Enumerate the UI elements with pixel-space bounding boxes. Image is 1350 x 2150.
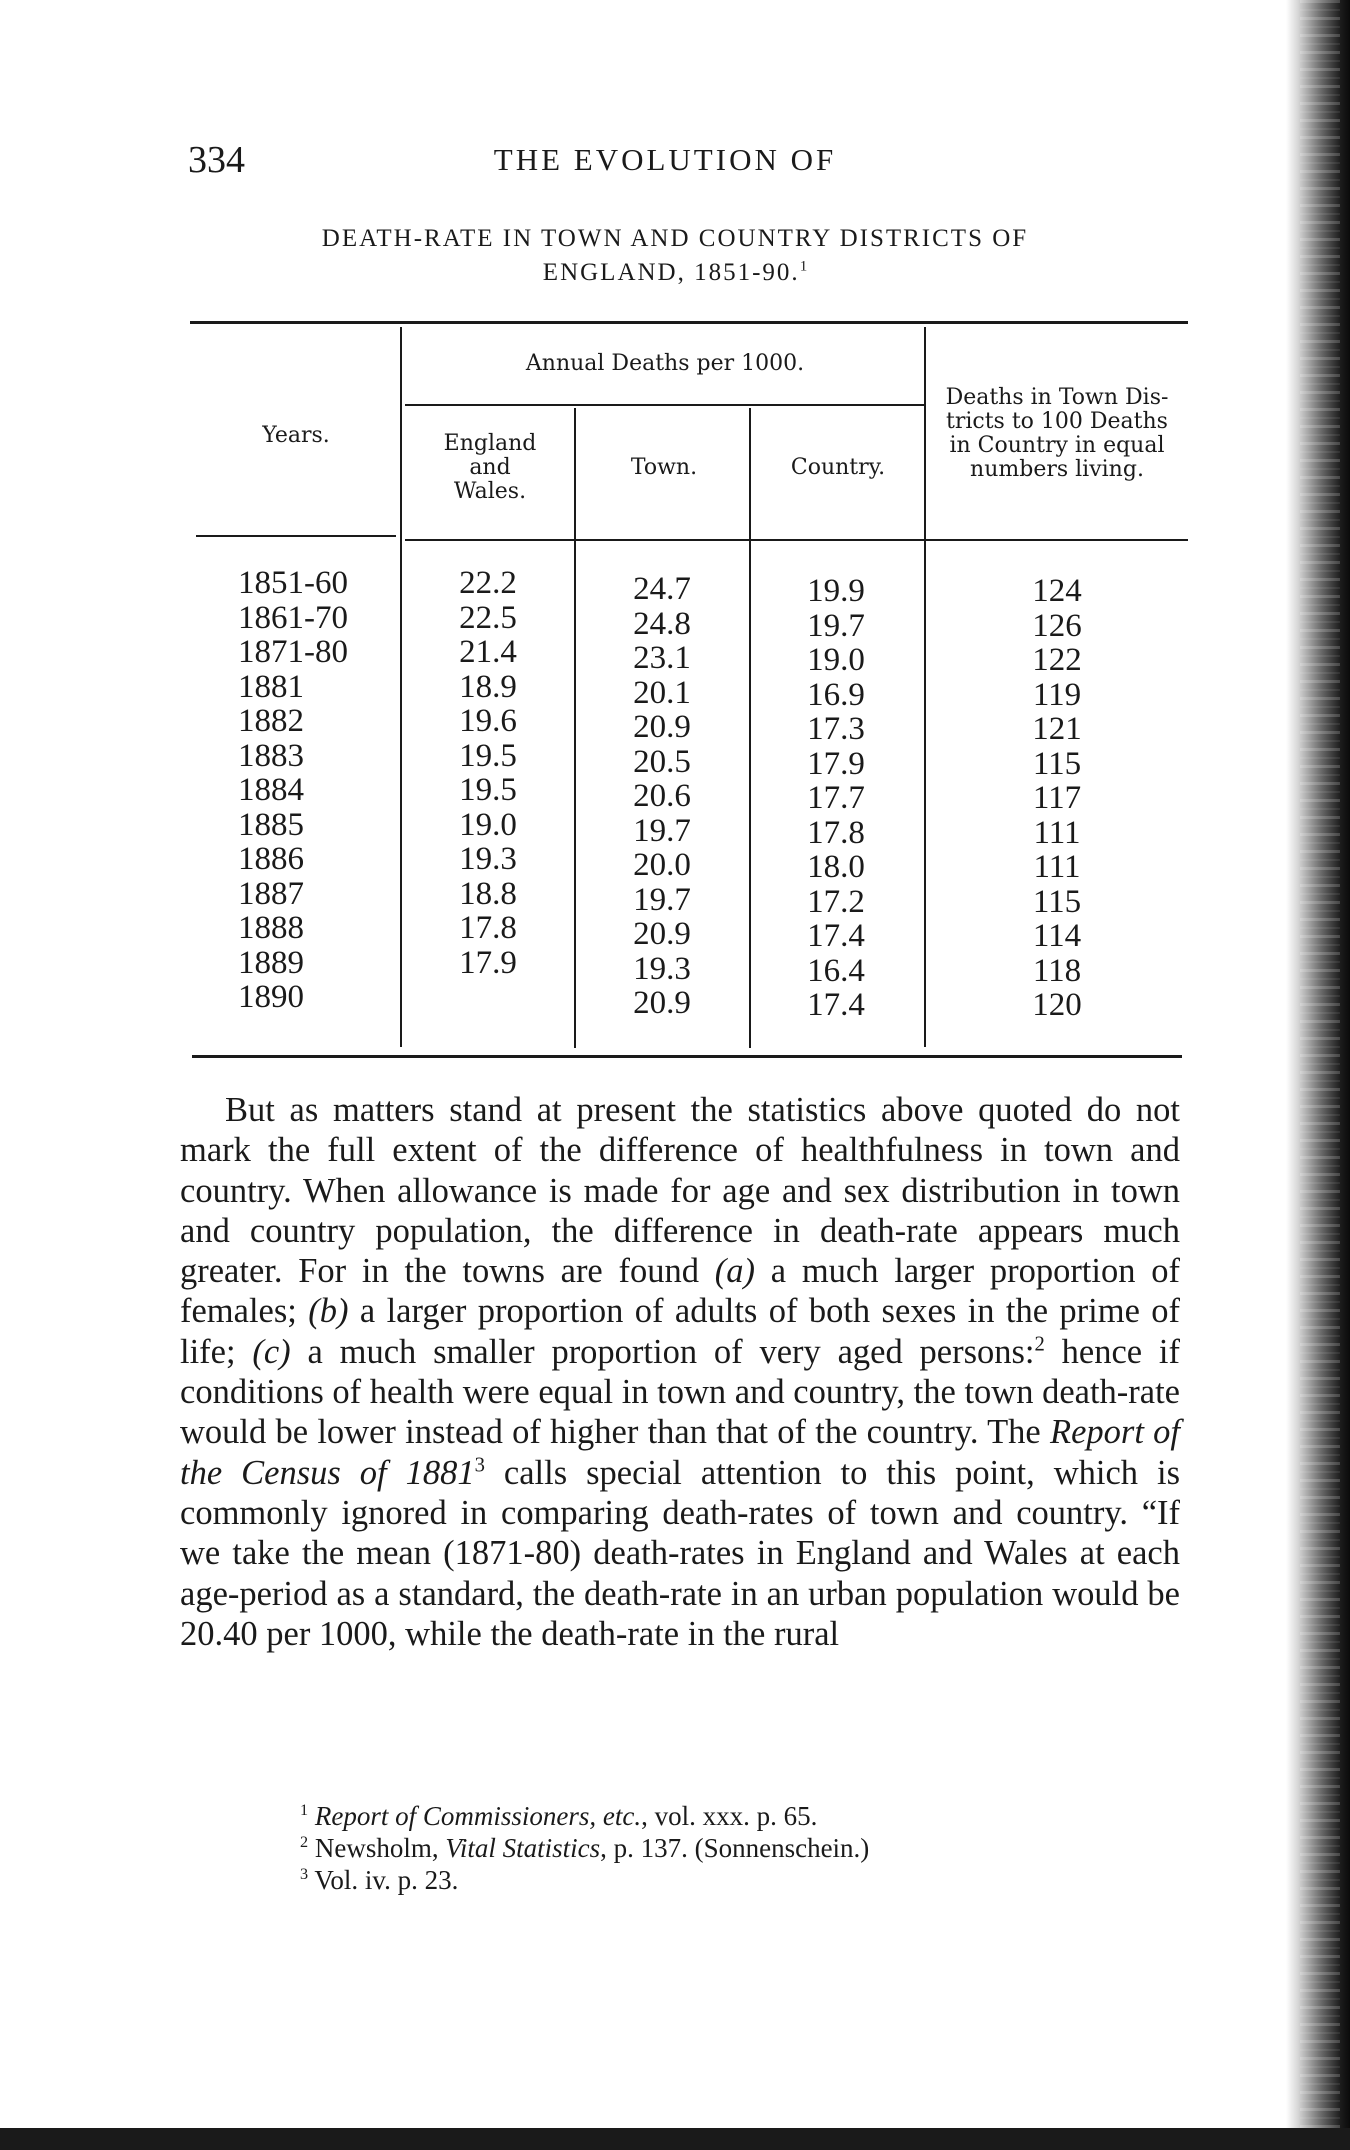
table-cell-country: 17.9 (807, 745, 865, 782)
footnote-ref-3: 3 (474, 1454, 485, 1477)
body-paragraph: But as matters stand at present the statistics above quoted do not mark the full extent of the difference of healthfulness in town and country. When allowance is made for age and sex distribution in town and country population, the difference in death-rate appears much greater. For in the towns are found (a) a much larger proportion of females; (b) a larger proportion of adults of both sexes in the prime of life; (c) a much smaller proportion of very aged persons:$^2$ hence if conditions of health were equal in town and country, the town death-rate would be lower instead of higher than that of the country. The Report of the Census of 1881$^3$ calls special attention to this point, which is commonly ignored in comparing death-rates of town and country. “If we take the mean (1871-80) death-rates in England and Wales at each age-period as a standard, the death-rate in an urban population would be 20.40 per 1000, while the death-rate in the rural (180, 1091, 1181, 1653)
table-cell-year: 1881 (238, 668, 304, 705)
title-footnote-ref: 1 (799, 258, 808, 275)
table-cell-england-wales: 18.9 (459, 668, 517, 705)
table-cell-town: 20.9 (633, 916, 691, 952)
table-cell-town: 20.5 (633, 743, 691, 780)
table-cell-ratio: 124 (1032, 573, 1082, 609)
header-country: Country. (790, 455, 886, 480)
table-cell-england-wales: 19.3 (459, 841, 517, 877)
table-cell-year: 1871-80 (238, 634, 348, 670)
table-cell-country: 17.7 (807, 780, 865, 816)
header-group-rule (405, 404, 925, 406)
table-cell-england-wales (402, 980, 574, 1015)
table-title (190, 222, 1160, 290)
table-top-rule (190, 321, 1188, 324)
table-cell-town: 20.9 (633, 709, 691, 745)
table-title-line-1: DEATH-RATE IN TOWN AND COUNTRY DISTRICTS OF (321, 225, 1029, 252)
table-cell-england-wales: 17.9 (459, 944, 517, 981)
table-cell-year: 1888 (238, 910, 304, 946)
gutter-texture (1300, 0, 1340, 2150)
footnote-3: $^3$ Vol. iv. p. 23. (300, 1865, 459, 1895)
table-cell-ratio: 117 (1032, 780, 1082, 816)
table-cell-town: 20.1 (633, 674, 691, 711)
table-cell-ratio: 126 (1032, 607, 1082, 644)
table-cell-england-wales: 22.5 (459, 599, 517, 636)
footnote-ref-2: 2 (1034, 1333, 1045, 1356)
table-cell-country: 19.0 (807, 642, 865, 678)
table-cell-ratio: 122 (1032, 642, 1082, 678)
table-cell-ratio: 111 (1033, 849, 1081, 885)
footnote-1: $^1$ Report of Commissioners, etc., vol. xxx. p. 65. (300, 1801, 818, 1831)
table-cell-country: 17.3 (807, 711, 865, 747)
table-cell-town: 19.7 (633, 812, 691, 849)
header-years: Years. (262, 423, 330, 448)
table-cell-england-wales: 19.6 (459, 703, 517, 739)
table-cell-town: 20.6 (633, 778, 691, 814)
running-head: THE EVOLUTION OF (493, 142, 837, 177)
table-cell-ratio: 121 (1032, 711, 1082, 747)
years-column (238, 566, 348, 1015)
table-bottom-rule (192, 1055, 1182, 1058)
table-cell-country: 17.4 (807, 918, 865, 954)
table-cell-year: 1889 (238, 944, 304, 981)
census-report-title: Report of the Census of 1881 (180, 1413, 1181, 1492)
table-cell-town: 19.7 (633, 881, 691, 918)
table-cell-england-wales: 17.8 (459, 910, 517, 946)
table-cell-town: 23.1 (633, 640, 691, 676)
table-cell-ratio: 111 (1033, 814, 1081, 851)
table-cell-country: 17.8 (807, 814, 865, 851)
page-number: 334 (188, 139, 245, 181)
list-mark-c: (c) (252, 1332, 291, 1371)
table-cell-country: 17.2 (807, 883, 865, 920)
table-cell-england-wales: 19.5 (459, 772, 517, 808)
table-cell-country: 16.9 (807, 676, 865, 713)
header-town: Town. (630, 455, 698, 480)
list-mark-b: (b) (308, 1292, 349, 1331)
header-bottom-rule-years (196, 535, 396, 537)
header-annual-deaths: Annual Deaths per 1000. (525, 351, 805, 376)
table-cell-town: 24.7 (633, 571, 691, 607)
table-cell-year: 1884 (238, 772, 304, 808)
table-cell-town: 20.0 (633, 847, 691, 883)
table-cell-year: 1890 (238, 979, 304, 1015)
table-cell-ratio: 118 (1032, 952, 1082, 989)
table-cell-year: 1883 (238, 737, 304, 774)
table-cell-town: 19.3 (633, 950, 691, 987)
list-mark-a: (a) (714, 1252, 755, 1291)
scan-bottom-edge (0, 2128, 1350, 2150)
table-cell-country: 16.4 (807, 952, 865, 989)
table-cell-town: 20.9 (633, 985, 691, 1021)
country-column (750, 574, 922, 1023)
table-cell-year: 1885 (238, 806, 304, 843)
table-cell-england-wales: 21.4 (459, 634, 517, 670)
table-cell-england-wales: 22.2 (459, 565, 517, 601)
table-cell-ratio: 115 (1032, 883, 1082, 920)
england-wales-column (402, 566, 574, 1015)
table-cell-england-wales: 19.5 (459, 737, 517, 774)
header-bottom-rule (405, 539, 1188, 541)
table-cell-country: 19.7 (807, 607, 865, 644)
table-cell-year: 1851-60 (238, 565, 348, 601)
table-cell-ratio: 119 (1032, 676, 1082, 713)
table-cell-year: 1887 (238, 875, 304, 912)
table-cell-england-wales: 19.0 (459, 806, 517, 843)
table-cell-ratio: 114 (1032, 918, 1082, 954)
table-cell-country: 18.0 (807, 849, 865, 885)
table-cell-year: 1886 (238, 841, 304, 877)
town-column (576, 572, 748, 1021)
header-ratio: Deaths in Town Dis- tricts to 100 Deaths in Country in equal numbers living. (945, 385, 1169, 482)
header-england-wales: England and Wales. (443, 431, 537, 504)
table-cell-ratio: 120 (1032, 987, 1082, 1023)
table-cell-country: 19.9 (807, 573, 865, 609)
table-cell-year: 1861-70 (238, 599, 348, 636)
footnotes (300, 1800, 1160, 1896)
footnote-2: $^2$ Newsholm, Vital Statistics, p. 137. (Sonnenschein.) (300, 1833, 870, 1863)
table-cell-town: 24.8 (633, 605, 691, 642)
table-cell-year: 1882 (238, 703, 304, 739)
table-cell-england-wales: 18.8 (459, 875, 517, 912)
ratio-column (926, 574, 1188, 1023)
table-title-line-2: ENGLAND, 1851-90.$^1$ (542, 258, 808, 286)
table-cell-ratio: 115 (1032, 745, 1082, 782)
table-cell-country: 17.4 (807, 987, 865, 1023)
